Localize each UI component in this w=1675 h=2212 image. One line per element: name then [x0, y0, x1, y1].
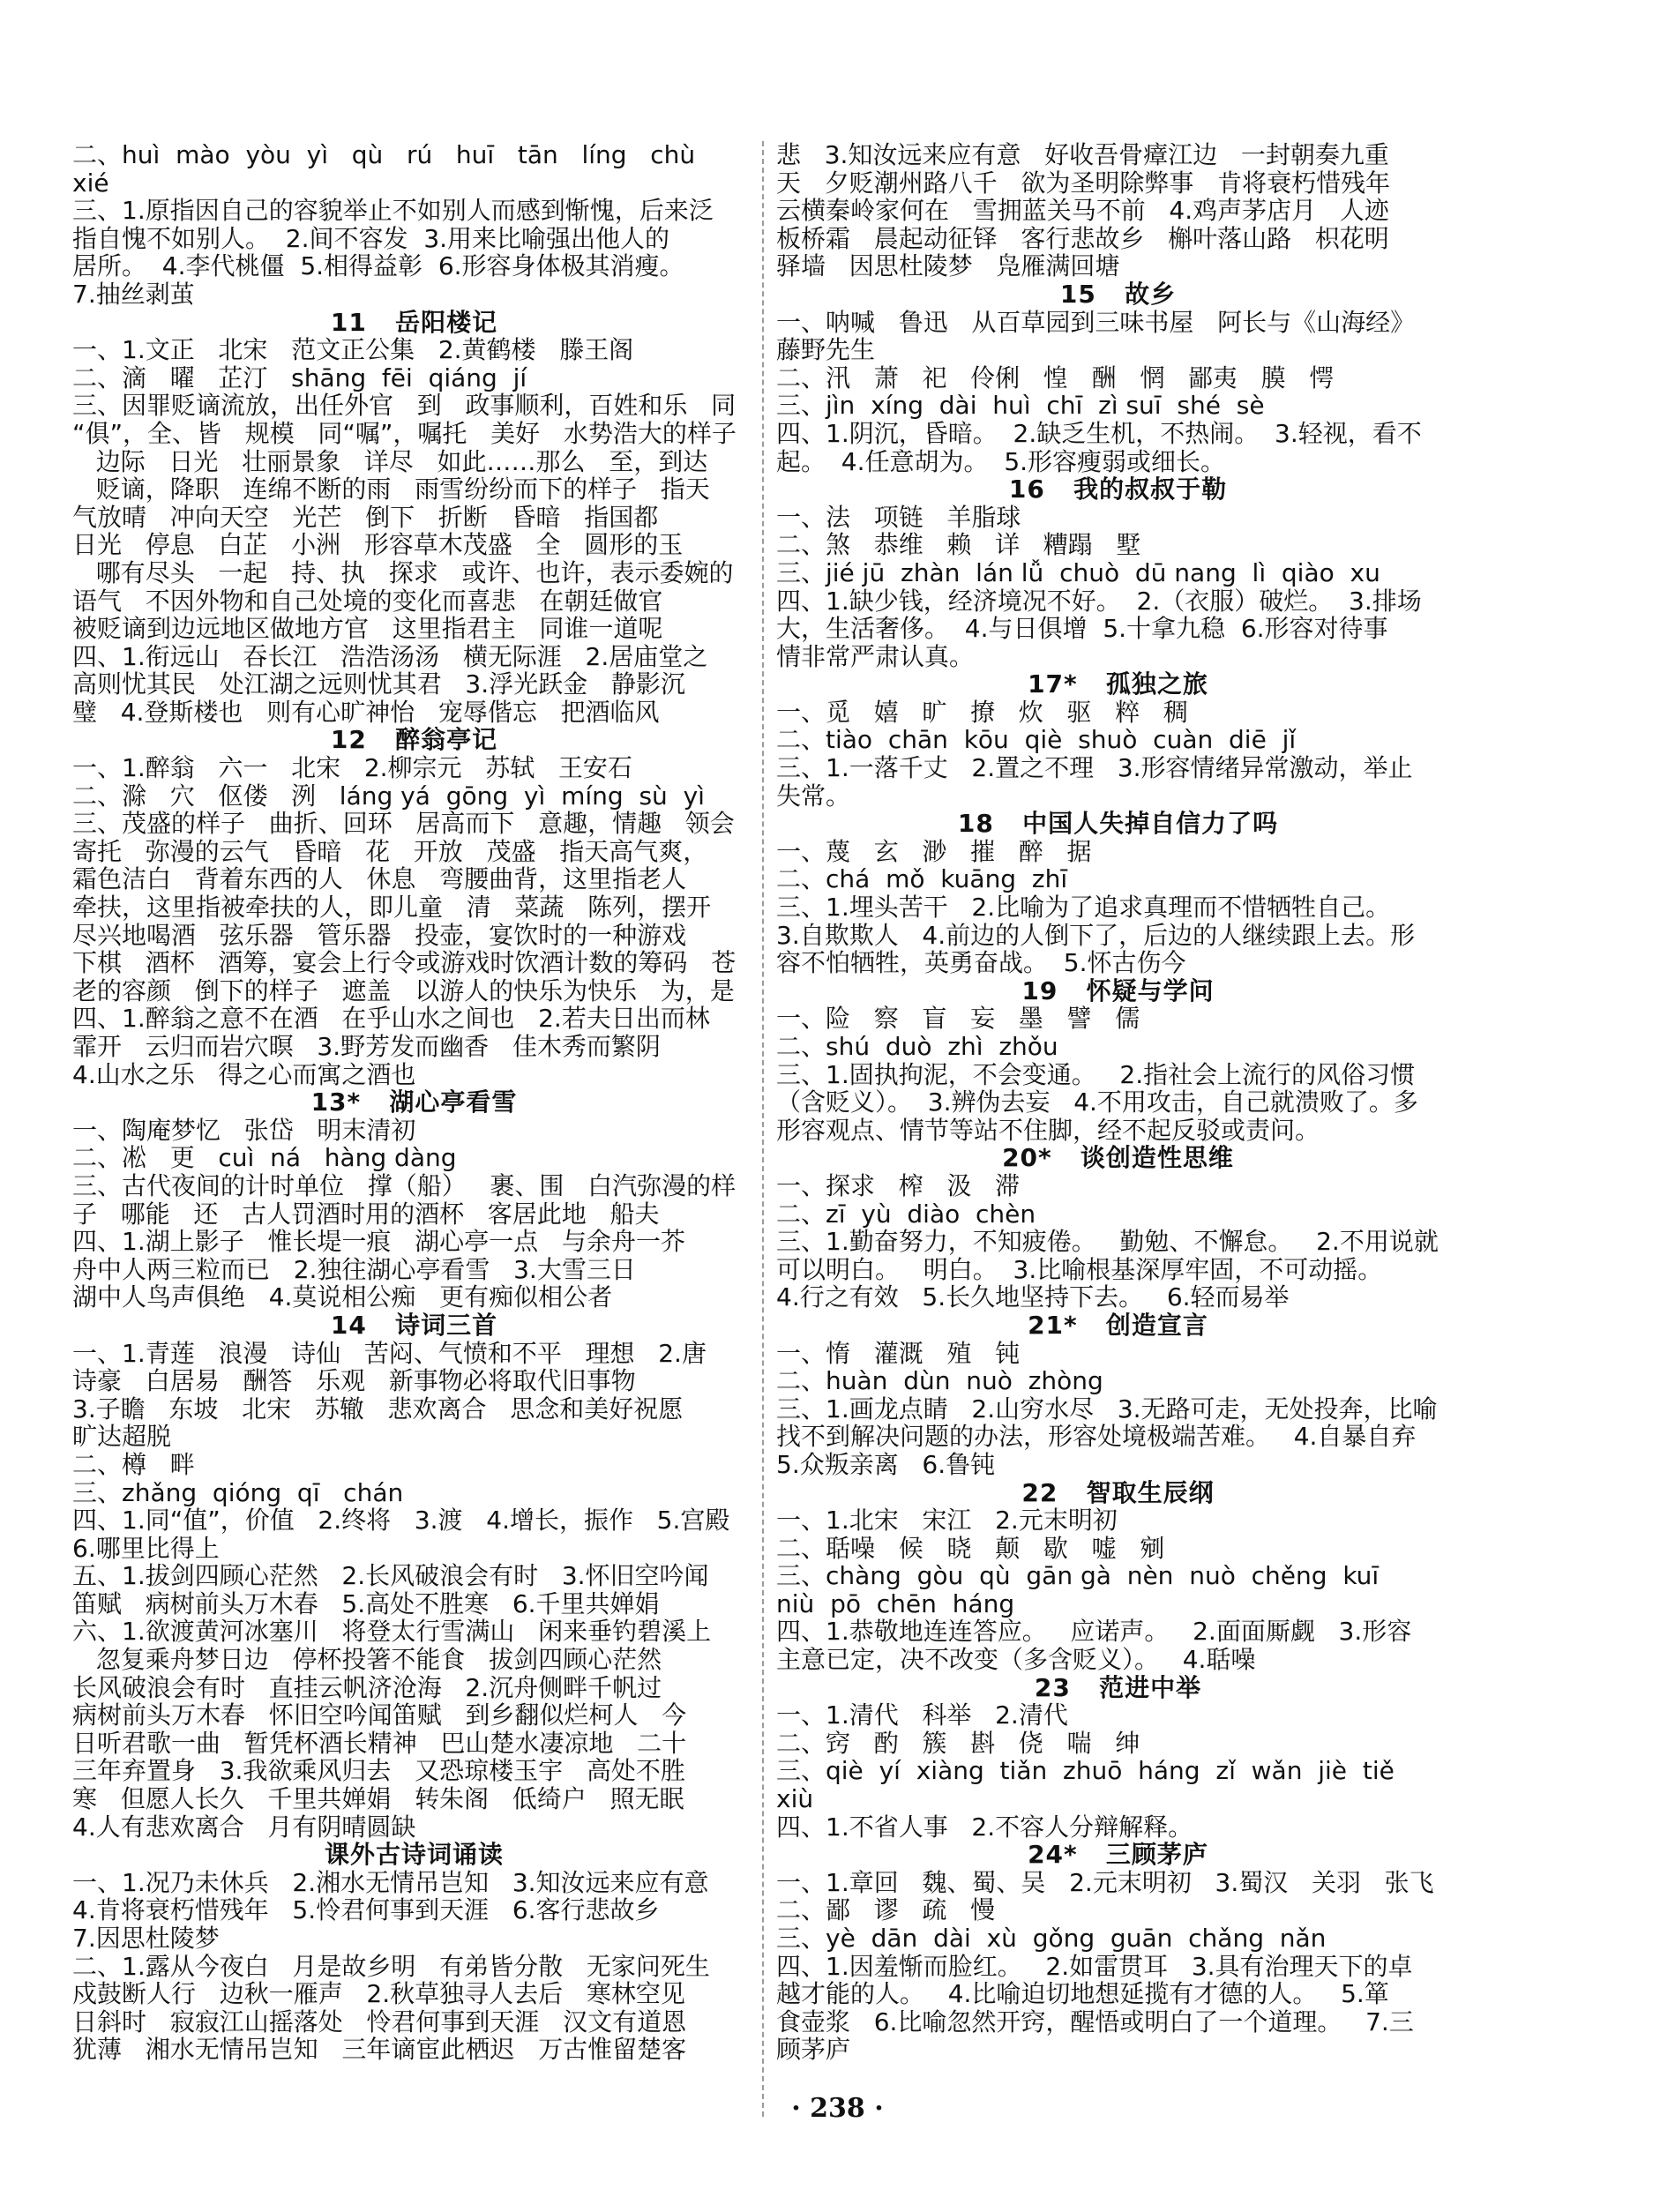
answer-line: 4.山水之乐 得之心而寓之酒也	[72, 1059, 416, 1089]
answer-line: 四、1.因羞惭而脸红。 2.如雷贯耳 3.具有治理天下的卓	[776, 1951, 1413, 1981]
answer-line: 二、zī yù diào chèn	[776, 1199, 1036, 1229]
answer-line: 5.众叛亲离 6.鲁钝	[776, 1449, 996, 1479]
answer-line: 日听君歌一曲 暂凭杯酒长精神 巴山楚水凄凉地 二十	[72, 1728, 687, 1758]
answer-line: 三、因罪贬谪流放，出任外官 到 政事顺利，百姓和乐 同	[72, 391, 737, 421]
answer-line: 一、惰 灌溉 殖 钝	[776, 1338, 1021, 1368]
answer-line: 二、tiào chān kōu qiè shuò cuàn diē jǐ	[776, 725, 1297, 755]
answer-line: 长风破浪会有时 直挂云帆济沧海 2.沉舟侧畔千帆过	[72, 1672, 662, 1702]
answer-line: 情非常严肃认真。	[776, 641, 975, 671]
answer-line: 二、shú duò zhì zhǒu	[776, 1032, 1058, 1061]
answer-line: 三、yè dān dài xù gǒng guān chǎng nǎn	[776, 1924, 1327, 1953]
answer-line: 4.人有悲欢离合 月有阴晴圆缺	[72, 1812, 416, 1842]
answer-line: 起。 4.任意胡为。 5.形容瘦弱或细长。	[776, 446, 1226, 476]
answer-line: 7.抽丝剥茧	[72, 279, 195, 309]
answer-line: 哪有尽头 一起 持、执 探求 或许、也许，表示委婉的	[72, 557, 734, 587]
section-heading: 23 范进中举	[1034, 1672, 1202, 1702]
section-heading: 13* 湖心亭看雪	[310, 1087, 518, 1117]
answer-line: 一、1.况乃未休兵 2.湘水无情吊岂知 3.知汝远来应有意	[72, 1867, 709, 1897]
answer-line: 二、滴 曜 芷汀 shāng fēi qiáng jí	[72, 362, 527, 392]
answer-line: 四、1.醉翁之意不在酒 在乎山水之间也 2.若夫日出而林	[72, 1004, 710, 1034]
answer-line: 二、窍 酌 簇 斟 侥 喘 绅	[776, 1728, 1140, 1758]
answer-line: 一、呐喊 鲁迅 从百草园到三味书屋 阿长与《山海经》	[776, 307, 1416, 337]
answer-line: 4.行之有效 5.长久地坚持下去。 6.轻而易举	[776, 1282, 1290, 1312]
answer-line: 三年弃置身 3.我欲乘风归去 又恐琼楼玉宇 高处不胜	[72, 1756, 685, 1786]
left-column	[72, 141, 756, 2064]
answer-line: （含贬义）。 3.辨伪去妄 4.不用攻击，自己就溃败了。多	[776, 1087, 1418, 1117]
answer-line: 尽兴地喝酒 弦乐器 管乐器 投壶，宴饮时的一种游戏	[72, 920, 687, 950]
answer-line: 二、huì mào yòu yì qù rú huī tān líng chù	[72, 140, 696, 169]
answer-line: 天 夕贬潮州路八千 欲为圣明除弊事 肯将衰朽惜残年	[776, 168, 1391, 198]
answer-line: 寄托 弥漫的云气 昏暗 花 开放 茂盛 指天高气爽，	[72, 836, 708, 866]
answer-line: 3.自欺欺人 4.前边的人倒下了，后边的人继续跟上去。形	[776, 920, 1416, 950]
right-column	[776, 141, 1460, 2064]
section-heading: 18 中国人失掉自信力了吗	[957, 809, 1279, 839]
answer-line: 二、聒噪 候 晓 颠 歇 嘘 剜	[776, 1533, 1165, 1563]
answer-line: 三、jié jū zhàn lán lǚ chuò dū nang lì qiào xu	[776, 557, 1380, 587]
answer-line: 忽复乘舟梦日边 停杯投箸不能食 拔剑四顾心茫然	[72, 1645, 662, 1675]
answer-line: 三、1.埋头苦干 2.比喻为了追求真理而不惜牺牲自己。	[776, 893, 1391, 923]
answer-line: 形容观点、情节等站不住脚，经不起反驳或责问。	[776, 1115, 1320, 1145]
answer-line: 日斜时 寂寂江山摇落处 怜君何事到天涯 汉文有道恩	[72, 2006, 687, 2036]
section-heading: 课外古诗词诵读	[324, 1840, 504, 1870]
answer-line: 失常。	[776, 781, 851, 811]
answer-line: 二、凇 更 cuì ná hàng dàng	[72, 1143, 457, 1173]
answer-line: 下棋 酒杯 酒筹，宴会上行令或游戏时饮酒计数的筹码 苍	[72, 948, 737, 978]
answer-line: 三、1.原指因自己的容貌举止不如别人而感到惭愧，后来泛	[72, 196, 714, 226]
answer-line: 三、chàng gòu qù gān gà nèn nuò chěng kuī	[776, 1561, 1380, 1591]
answer-line: 舟中人两三粒而已 2.独往湖心亭看雪 3.大雪三日	[72, 1254, 636, 1284]
section-heading: 22 智取生辰纲	[1021, 1477, 1215, 1507]
section-heading: 16 我的叔叔于勒	[1008, 475, 1228, 504]
answer-line: 湖中人鸟声俱绝 4.莫说相公痴 更有痴似相公者	[72, 1282, 613, 1312]
section-heading: 17* 孤独之旅	[1028, 669, 1208, 699]
answer-line: 边际 日光 壮丽景象 详尽 如此……那么 至，到达	[72, 446, 708, 476]
answer-line: 霏开 云归而岩穴暝 3.野芳发而幽香 佳木秀而繁阴	[72, 1032, 661, 1061]
answer-line: 四、1.缺少钱，经济境况不好。 2.（衣服）破烂。 3.排场	[776, 586, 1422, 616]
answer-line: 三、jìn xíng dài huì chī zì suī shé sè	[776, 391, 1265, 421]
answer-line: 四、1.湖上影子 惟长堤一痕 湖心亭一点 与余舟一芥	[72, 1227, 685, 1257]
answer-line: 日光 停息 白芷 小洲 形容草木茂盛 全 圆形的玉	[72, 530, 684, 560]
answer-line: 一、1.醉翁 六一 北宋 2.柳宗元 苏轼 王安石	[72, 753, 632, 783]
answer-line: 藤野先生	[776, 335, 876, 365]
answer-line: 笛赋 病树前头万木春 5.高处不胜寒 6.千里共婵娟	[72, 1588, 660, 1618]
answer-line: 顾茅庐	[776, 2035, 851, 2065]
answer-line: 五、1.拔剑四顾心茫然 2.长风破浪会有时 3.怀旧空吟闻	[72, 1561, 709, 1591]
answer-line: 二、chá mǒ kuāng zhī	[776, 864, 1068, 894]
answer-line: 一、1.青莲 浪漫 诗仙 苦闷、气愤和不平 理想 2.唐	[72, 1338, 707, 1368]
answer-line: 三、zhǎng qióng qī chán	[72, 1477, 404, 1507]
answer-line: 语气 不因外物和自己处境的变化而喜悲 在朝廷做官	[72, 586, 663, 616]
answer-line: 四、1.衔远山 吞长江 浩浩汤汤 横无际涯 2.居庙堂之	[72, 641, 708, 671]
answer-line: 食壶浆 6.比喻忽然开窍，醒悟或明白了一个道理。 7.三	[776, 2006, 1414, 2036]
answer-line: 气放晴 冲向天空 光芒 倒下 折断 昏暗 指国都	[72, 502, 659, 532]
answer-line: 诗豪 白居易 酬答 乐观 新事物必将取代旧事物	[72, 1366, 636, 1396]
answer-line: 被贬谪到边远地区做地方官 这里指君主 同谁一道呢	[72, 614, 663, 644]
section-heading: 12 醉翁亭记	[330, 725, 498, 755]
answer-line: 四、1.恭敬地连连答应。 应诺声。 2.面面厮觑 3.形容	[776, 1617, 1412, 1647]
answer-line: 驿墙 因思杜陵梦 凫雁满回塘	[776, 251, 1120, 281]
column-divider	[762, 141, 764, 2117]
answer-line: 二、1.露从今夜白 月是故乡明 有弟皆分散 无家问死生	[72, 1951, 710, 1981]
answer-line: 寒 但愿人长久 千里共婵娟 转朱阁 低绮户 照无眠	[72, 1784, 684, 1814]
section-heading: 21* 创造宣言	[1028, 1310, 1208, 1340]
answer-line: 二、huàn dùn nuò zhòng	[776, 1366, 1103, 1396]
answer-line: 6.哪里比得上	[72, 1533, 220, 1563]
answer-line: 一、陶庵梦忆 张岱 明末清初	[72, 1115, 416, 1145]
answer-line: 7.因思杜陵梦	[72, 1924, 220, 1953]
answer-line: 板桥霜 晨起动征铎 客行悲故乡 槲叶落山路 枳花明	[776, 223, 1389, 253]
page-number: · 238 ·	[791, 2093, 884, 2124]
answer-line: 一、1.文正 北宋 范文正公集 2.黄鹤楼 滕王阁	[72, 335, 634, 365]
answer-line: 犹薄 湘水无情吊岂知 三年谪宦此栖迟 万古惟留楚客	[72, 2035, 687, 2065]
answer-line: 高则忧其民 处江湖之远则忧其君 3.浮光跃金 静影沉	[72, 669, 685, 699]
answer-line: 子 哪能 还 古人罚酒时用的酒杯 客居此地 船夫	[72, 1199, 660, 1229]
answer-line: 二、鄙 谬 疏 慢	[776, 1895, 996, 1925]
answer-line: 一、蔑 玄 渺 摧 醉 据	[776, 836, 1092, 866]
answer-line: 指自愧不如别人。 2.间不容发 3.用来比喻强出他人的	[72, 223, 670, 253]
answer-line: niù pō chēn háng	[776, 1588, 1015, 1618]
answer-line: 三、1.画龙点睛 2.山穷水尽 3.无路可走，无处投奔，比喻	[776, 1394, 1438, 1424]
answer-line: 主意已定，决不改变（多含贬义）。 4.聒噪	[776, 1645, 1256, 1675]
answer-line: 二、樽 畔	[72, 1449, 195, 1479]
answer-line: 大，生活奢侈。 4.与日俱增 5.十拿九稳 6.形容对待事	[776, 614, 1388, 644]
answer-line: 一、1.章回 魏、蜀、吴 2.元末明初 3.蜀汉 关羽 张飞	[776, 1867, 1434, 1897]
answer-line: 一、1.北宋 宋江 2.元末明初	[776, 1506, 1118, 1536]
answer-line: 二、煞 恭维 赖 详 糟蹋 墅	[776, 530, 1141, 560]
answer-line: 三、qiè yí xiàng tiǎn zhuō háng zǐ wǎn jiè tiě	[776, 1756, 1395, 1786]
answer-line: 越才能的人。 4.比喻迫切地想延揽有才德的人。 5.箪	[776, 1979, 1389, 2009]
answer-line: 璧 4.登斯楼也 则有心旷神怡 宠辱偕忘 把酒临风	[72, 697, 660, 727]
answer-line: 云横秦岭家何在 雪拥蓝关马不前 4.鸡声茅店月 人迹	[776, 196, 1389, 226]
answer-line: 二、滁 穴 伛偻 洌 láng yá gōng yì míng sù yì	[72, 781, 705, 811]
section-heading: 11 岳阳楼记	[330, 307, 498, 337]
answer-line: 容不怕牺牲，英勇奋战。 5.怀古伤今	[776, 948, 1186, 978]
answer-line: 三、1.一落千丈 2.置之不理 3.形容情绪异常激动，举止	[776, 753, 1413, 783]
answer-line: 四、1.阴沉，昏暗。 2.缺乏生机，不热闹。 3.轻视，看不	[776, 418, 1422, 448]
answer-line: 老的容颜 倒下的样子 遮盖 以游人的快乐为快乐 为，是	[72, 975, 735, 1005]
answer-line: xié	[72, 168, 109, 198]
section-heading: 20* 谈创造性思维	[1002, 1143, 1234, 1173]
answer-line: 病树前头万木春 怀旧空吟闻笛赋 到乡翻似烂柯人 今	[72, 1700, 687, 1730]
answer-line: 一、险 察 盲 妄 墨 譬 儒	[776, 1004, 1140, 1034]
answer-line: 找不到解决问题的办法，形容处境极端苦难。 4.自暴自弃	[776, 1422, 1417, 1452]
answer-line: 一、觅 嬉 旷 撩 炊 驱 粹 稠	[776, 697, 1188, 727]
answer-line: 一、法 项链 羊脂球	[776, 502, 1021, 532]
answer-line: 贬谪，降职 连绵不断的雨 雨雪纷纷而下的样子 指天	[72, 475, 710, 504]
answer-line: 3.子瞻 东坡 北宋 苏辙 悲欢离合 思念和美好祝愿	[72, 1394, 684, 1424]
answer-line: 旷达超脱	[72, 1422, 172, 1452]
answer-line: 可以明白。 明白。 3.比喻根基深厚牢固，不可动摇。	[776, 1254, 1383, 1284]
answer-line: 二、汛 萧 祀 伶俐 惶 酬 惘 鄙夷 膜 愕	[776, 362, 1335, 392]
answer-line: 牵扶，这里指被牵扶的人，即儿童 清 菜蔬 陈列，摆开	[72, 893, 712, 923]
answer-line: xiù	[776, 1784, 814, 1814]
section-heading: 24* 三顾茅庐	[1028, 1840, 1208, 1870]
answer-line: 三、古代夜间的计时单位 撑（船） 裹、围 白汽弥漫的样	[72, 1170, 737, 1200]
answer-line: 四、1.同“值”，价值 2.终将 3.渡 4.增长，振作 5.宫殿	[72, 1506, 730, 1536]
answer-line: 戍鼓断人行 边秋一雁声 2.秋草独寻人去后 寒林空见	[72, 1979, 685, 2009]
answer-line: 霜色洁白 背着东西的人 休息 弯腰曲背，这里指老人	[72, 864, 687, 894]
answer-line: 一、1.清代 科举 2.清代	[776, 1700, 1068, 1730]
section-heading: 14 诗词三首	[330, 1310, 498, 1340]
answer-line: 4.肯将衰朽惜残年 5.怜君何事到天涯 6.客行悲故乡	[72, 1895, 660, 1925]
answer-line: 四、1.不省人事 2.不容人分辩解释。	[776, 1812, 1193, 1842]
answer-line: “俱”，全、皆 规模 同“嘱”，嘱托 美好 水势浩大的样子	[72, 418, 737, 448]
answer-line: 三、1.固执拘泥，不会变通。 2.指社会上流行的风俗习惯	[776, 1059, 1416, 1089]
answer-line: 居所。 4.李代桃僵 5.相得益彰 6.形容身体极其消瘦。	[72, 251, 684, 281]
section-heading: 15 故乡	[1059, 279, 1177, 309]
section-heading: 19 怀疑与学问	[1021, 975, 1215, 1005]
answer-line: 三、1.勤奋努力，不知疲倦。 勤勉、不懈怠。 2.不用说就	[776, 1227, 1439, 1257]
answer-line: 三、茂盛的样子 曲折、回环 居高而下 意趣，情趣 领会	[72, 809, 735, 839]
answer-line: 一、探求 榨 汲 滞	[776, 1170, 1021, 1200]
answer-line: 六、1.欲渡黄河冰塞川 将登太行雪满山 闲来垂钓碧溪上	[72, 1617, 712, 1647]
answer-line: 悲 3.知汝远来应有意 好收吾骨瘴江边 一封朝奏九重	[776, 140, 1389, 169]
